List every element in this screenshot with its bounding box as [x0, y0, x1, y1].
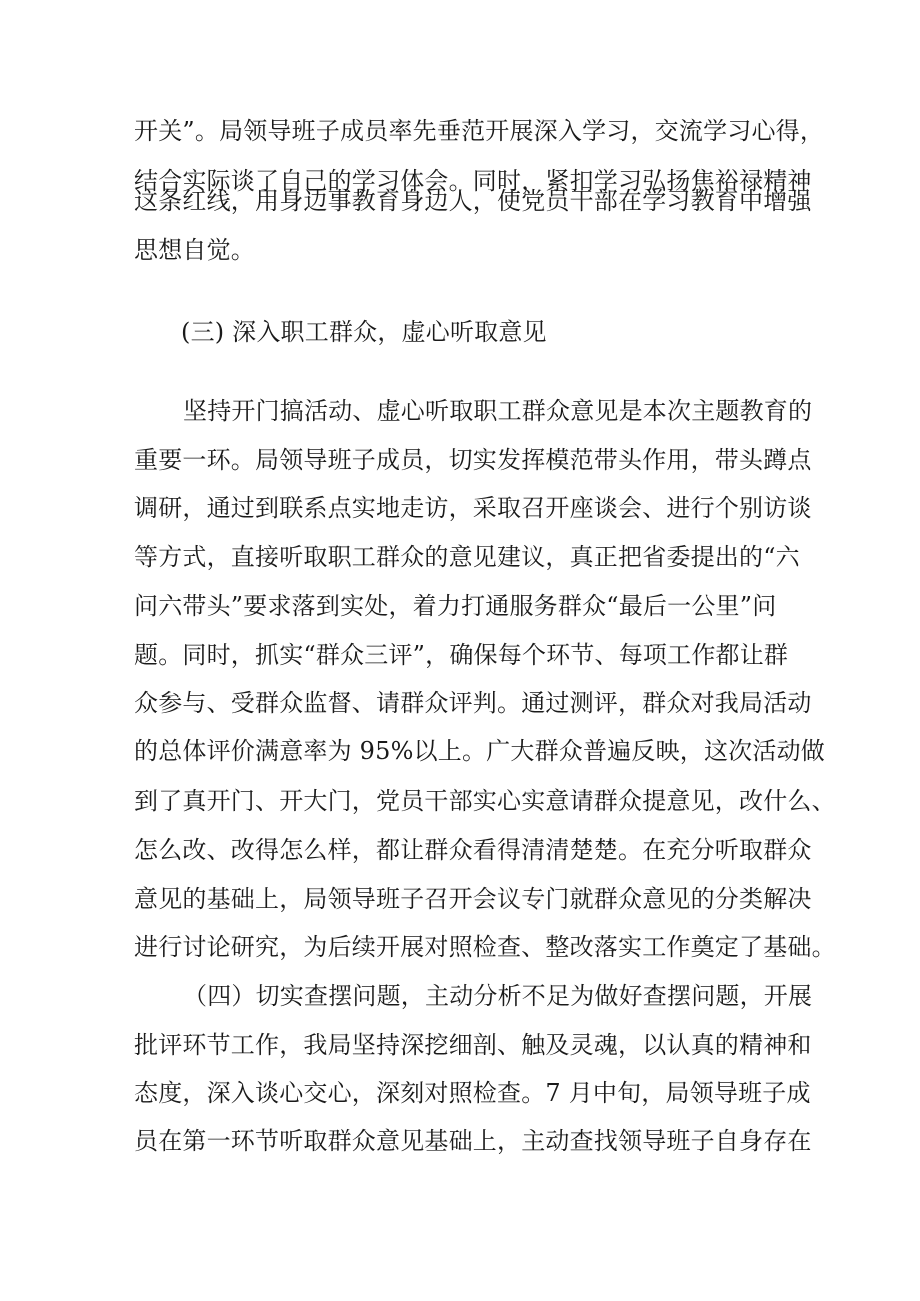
paragraph-2-line-2: 重要一环。局领导班子成员，切实发挥模范带头作用，带头蹲点: [134, 446, 812, 474]
paragraph-3-line-2: 批评环节工作，我局坚持深挖细剖、触及灵魂，以认真的精神和: [134, 1031, 812, 1059]
paragraph-1-line-3: 这条红线，用身边事教育身边人，使党员干部在学习教育中增强: [134, 187, 812, 215]
paragraph-3-line-3: 态度，深入谈心交心，深刻对照检查。7 月中旬，局领导班子成: [134, 1079, 811, 1107]
paragraph-2-line-11: 意见的基础上，局领导班子召开会议专门就群众意见的分类解决: [134, 885, 812, 913]
section-heading-3: (三) 深入职工群众，虚心听取意见: [181, 318, 547, 346]
paragraph-2-line-5: 问六带头”要求落到实处，着力打通服务群众“最后一公里”问: [134, 592, 777, 620]
paragraph-2-line-7: 众参与、受群众监督、请群众评判。通过测评，群众对我局活动: [134, 689, 812, 717]
paragraph-3-line-4: 员在第一环节听取群众意见基础上，主动查找领导班子自身存在: [134, 1127, 812, 1155]
paragraph-2-line-10: 怎么改、改得怎么样，都让群众看得清清楚楚。在充分听取群众: [134, 836, 812, 864]
paragraph-1-line-2: 结合实际谈了自己的学习体会。同时，紧扣学习弘扬焦裕禄精神: [134, 167, 812, 195]
paragraph-2-line-4: 等方式，直接听取职工群众的意见建议，真正把省委提出的“六: [134, 543, 800, 571]
paragraph-3-line-1: （四）切实查摆问题，主动分析不足为做好查摆问题，开展: [183, 982, 813, 1010]
paragraph-1-line-4: 思想自觉。: [134, 236, 255, 264]
paragraph-2-line-9: 到了真开门、开大门，党员干部实心实意请群众提意见，改什么、: [134, 787, 836, 815]
paragraph-1-line-1: 开关”。局领导班子成员率先垂范开展深入学习，交流学习心得，: [134, 117, 825, 145]
paragraph-2-line-8: 的总体评价满意率为 95%以上。广大群众普遍反映，这次活动做: [134, 737, 825, 765]
paragraph-2-line-6: 题。同时，抓实“群众三评”，确保每个环节、每项工作都让群: [134, 641, 789, 669]
paragraph-2-line-12: 进行讨论研究，为后续开展对照检查、整改落实工作奠定了基础。: [134, 933, 836, 961]
paragraph-2-line-3: 调研，通过到联系点实地走访，采取召开座谈会、进行个别访谈: [134, 494, 812, 522]
paragraph-2-line-1: 坚持开门搞活动、虚心听取职工群众意见是本次主题教育的: [183, 397, 813, 425]
